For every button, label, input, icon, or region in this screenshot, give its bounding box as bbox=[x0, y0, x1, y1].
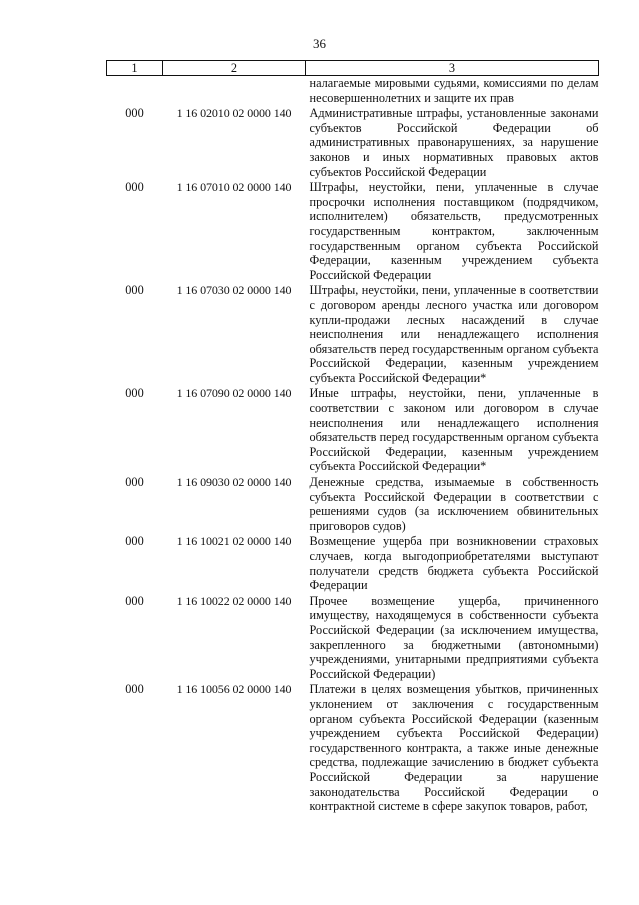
description-cell: Штрафы, неустойки, пени, уплаченные в случае просрочки исполнения поставщиком (подрядчиком, исполнителем) обязательств, предусмотренных государственным контрактом, заключенным государственным органом субъекта Российской Федерации, казенным учреждением субъекта Российской Федерации bbox=[309, 180, 599, 282]
table-row bbox=[107, 593, 599, 682]
table-row bbox=[107, 533, 599, 592]
description-cell: Платежи в целях возмещения убытков, причиненных уклонением от заключения с государственным органом субъекта Российской Федерации (казенным учреждением субъекта Российской Федерации) государственного контракта, а также иные денежные средства, подлежащие зачислению в бюджет субъекта Российской Федерации за нарушение законодательства Российской Федерации о контрактной системе в сфере закупок товаров, работ, bbox=[309, 682, 599, 814]
column-header-1: 1 bbox=[107, 61, 163, 76]
admin-code-cell: 000 bbox=[125, 106, 144, 121]
admin-code-cell: 000 bbox=[125, 682, 144, 697]
kbk-code-cell: 1 16 07010 02 0000 140 bbox=[176, 180, 292, 195]
admin-code-cell: 000 bbox=[125, 386, 144, 401]
description-cell: Денежные средства, изымаемые в собственность субъекта Российской Федерации в соответствии с решениями судов (за исключением обвинительных приговоров судов) bbox=[309, 475, 599, 533]
revenue-codes-table bbox=[106, 60, 599, 814]
admin-code-cell: 000 bbox=[125, 593, 144, 608]
kbk-code-cell: 1 16 07090 02 0000 140 bbox=[176, 386, 292, 401]
kbk-code-cell: 1 16 10022 02 0000 140 bbox=[176, 593, 292, 608]
kbk-code-cell: 1 16 02010 02 0000 140 bbox=[176, 106, 292, 121]
admin-code-cell: 000 bbox=[125, 534, 144, 549]
admin-code-cell: 000 bbox=[125, 475, 144, 490]
column-header-3: 3 bbox=[306, 61, 599, 76]
kbk-code-cell: 1 16 09030 02 0000 140 bbox=[176, 475, 292, 490]
kbk-code-cell: 1 16 07030 02 0000 140 bbox=[176, 283, 292, 298]
admin-code-cell: 000 bbox=[125, 283, 144, 298]
table-row bbox=[107, 385, 599, 474]
column-header-2: 2 bbox=[163, 61, 306, 76]
admin-code-cell bbox=[107, 76, 163, 106]
description-cell: Возмещение ущерба при возникновении страховых случаев, когда выгодоприобретателями выступают получатели средств бюджета субъекта Российской Федерации bbox=[309, 534, 599, 593]
table-row bbox=[107, 474, 599, 533]
kbk-code-cell bbox=[163, 76, 306, 106]
table-row bbox=[107, 76, 599, 106]
description-cell: Иные штрафы, неустойки, пени, уплаченные в соответствии с законом или договором в случае неисполнения или ненадлежащего исполнения обязательств перед государственным органом субъекта Российской Федерации, казенным учреждением субъекта Российской Федерации* bbox=[309, 386, 599, 474]
table-row bbox=[107, 105, 599, 179]
page-number: 36 bbox=[313, 36, 326, 51]
table-row bbox=[107, 282, 599, 385]
kbk-code-cell: 1 16 10056 02 0000 140 bbox=[176, 682, 292, 697]
description-cell: Штрафы, неустойки, пени, уплаченные в соответствии с договором аренды лесного участка или договором купли-продажи лесных насаждений в случае неисполнения или ненадлежащего исполнения обязательств перед государственным органом субъекта Российской Федерации, казенным учреждением субъекта Российской Федерации* bbox=[309, 283, 599, 385]
description-cell: Административные штрафы, установленные законами субъектов Российской Федерации об административных правонарушениях, за нарушение законов и иных нормативных правовых актов субъектов Российской Федерации bbox=[309, 106, 599, 179]
table-row bbox=[107, 179, 599, 282]
kbk-code-cell: 1 16 10021 02 0000 140 bbox=[176, 534, 292, 549]
table-row bbox=[107, 681, 599, 813]
table-header-row bbox=[107, 61, 599, 76]
admin-code-cell: 000 bbox=[125, 180, 144, 195]
description-cell: Прочее возмещение ущерба, причиненного имуществу, находящемуся в собственности субъекта Российской Федерации (за исключением имущества, закрепленного за бюджетными (автономными) учреждениями, унитарными предприятиями субъекта Российской Федерации) bbox=[309, 593, 599, 681]
description-cell: налагаемые мировыми судьями, комиссиями по делам несовершеннолетних и защите их прав bbox=[309, 76, 599, 105]
